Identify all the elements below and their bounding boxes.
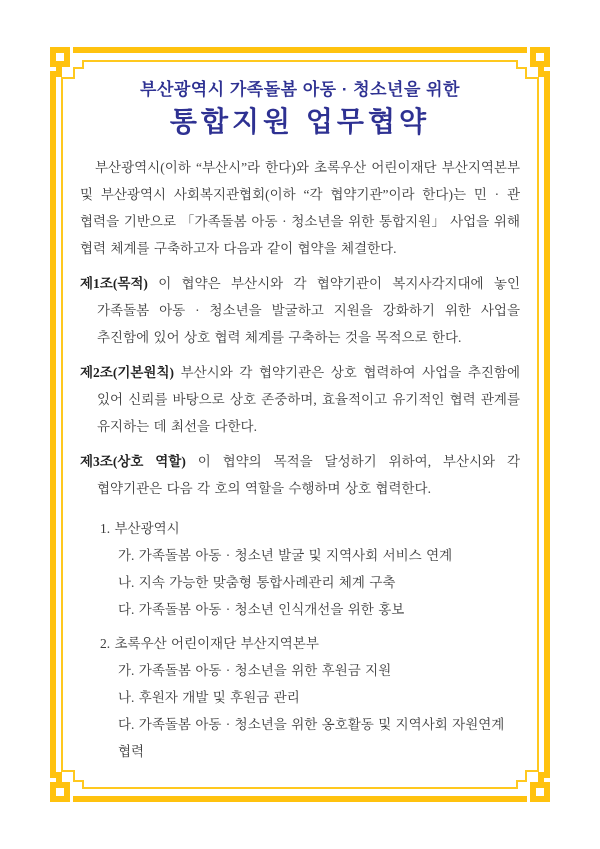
frame-corner-ornament	[530, 772, 550, 802]
role-group-title: 1. 부산광역시	[100, 521, 180, 536]
frame-corner-ornament	[50, 47, 70, 77]
frame-corner-ornament	[50, 772, 70, 802]
frame-corner-ornament	[530, 47, 550, 77]
document-title-line2: 통합지원 업무협약	[169, 106, 431, 137]
article-2	[80, 359, 520, 440]
role-item: 가. 가족돌봄 아동 · 청소년 발굴 및 지역사회 서비스 연계	[118, 548, 453, 563]
role-item: 가. 가족돌봄 아동 · 청소년을 위한 후원금 지원	[118, 663, 392, 678]
article-1	[80, 270, 520, 351]
role-item: 나. 후원자 개발 및 후원금 관리	[118, 690, 300, 705]
frame-outer-border-bottom	[73, 796, 527, 802]
article-2-label: 제2조(기본원칙)	[80, 365, 174, 380]
role-group-childfund	[80, 630, 520, 765]
roles-list	[80, 515, 520, 765]
frame-outer-border-right	[544, 71, 550, 778]
role-item: 다. 가족돌봄 아동 · 청소년을 위한 옹호활동 및 지역사회 자원연계 협력	[118, 717, 505, 759]
article-3	[80, 448, 520, 502]
frame-outer-border-left	[50, 71, 56, 778]
article-3-body: 이 협약의 목적을 달성하기 위하여, 부산시와 각 협약기관은 다음 각 호의 역할을 수행하며 상호 협력한다.	[97, 454, 520, 496]
role-item: 다. 가족돌봄 아동 · 청소년 인식개선을 위한 홍보	[118, 602, 405, 617]
article-1-label: 제1조(목적)	[80, 276, 148, 291]
document-title-line1: 부산광역시 가족돌봄 아동 · 청소년을 위한	[140, 80, 460, 99]
role-item: 나. 지속 가능한 맞춤형 통합사례관리 체계 구축	[118, 575, 396, 590]
article-2-body: 부산시와 각 협약기관은 상호 협력하여 사업을 추진함에 있어 신뢰를 바탕으로 상호 존중하며, 효율적이고 유기적인 협력 관계를 유지하는 데 최선을 다한다.	[97, 365, 520, 434]
article-1-body: 이 협약은 부산시와 각 협약기관이 복지사각지대에 놓인 가족돌봄 아동 · 청소년을 발굴하고 지원을 강화하기 위한 사업을 추진함에 있어 상호 협력 체계를 구축하는 것을 목적으로 한다.	[97, 276, 520, 345]
document-body	[80, 0, 520, 765]
article-3-label: 제3조(상호 역할)	[80, 454, 186, 469]
intro-paragraph: 부산광역시(이하 “부산시”라 한다)와 초록우산 어린이재단 부산지역본부 및 부산광역시 사회복지관협회(이하 “각 협약기관”이라 한다)는 민 · 관 협력을 기반으로 「가족돌봄 아동 · 청소년을 위한 통합지원」 사업을 위해 협력 체계를 구축하고자 다음과 같이 협약을 체결한다.	[80, 160, 520, 256]
role-group-busan	[80, 515, 520, 623]
role-group-title: 2. 초록우산 어린이재단 부산지역본부	[100, 636, 319, 651]
